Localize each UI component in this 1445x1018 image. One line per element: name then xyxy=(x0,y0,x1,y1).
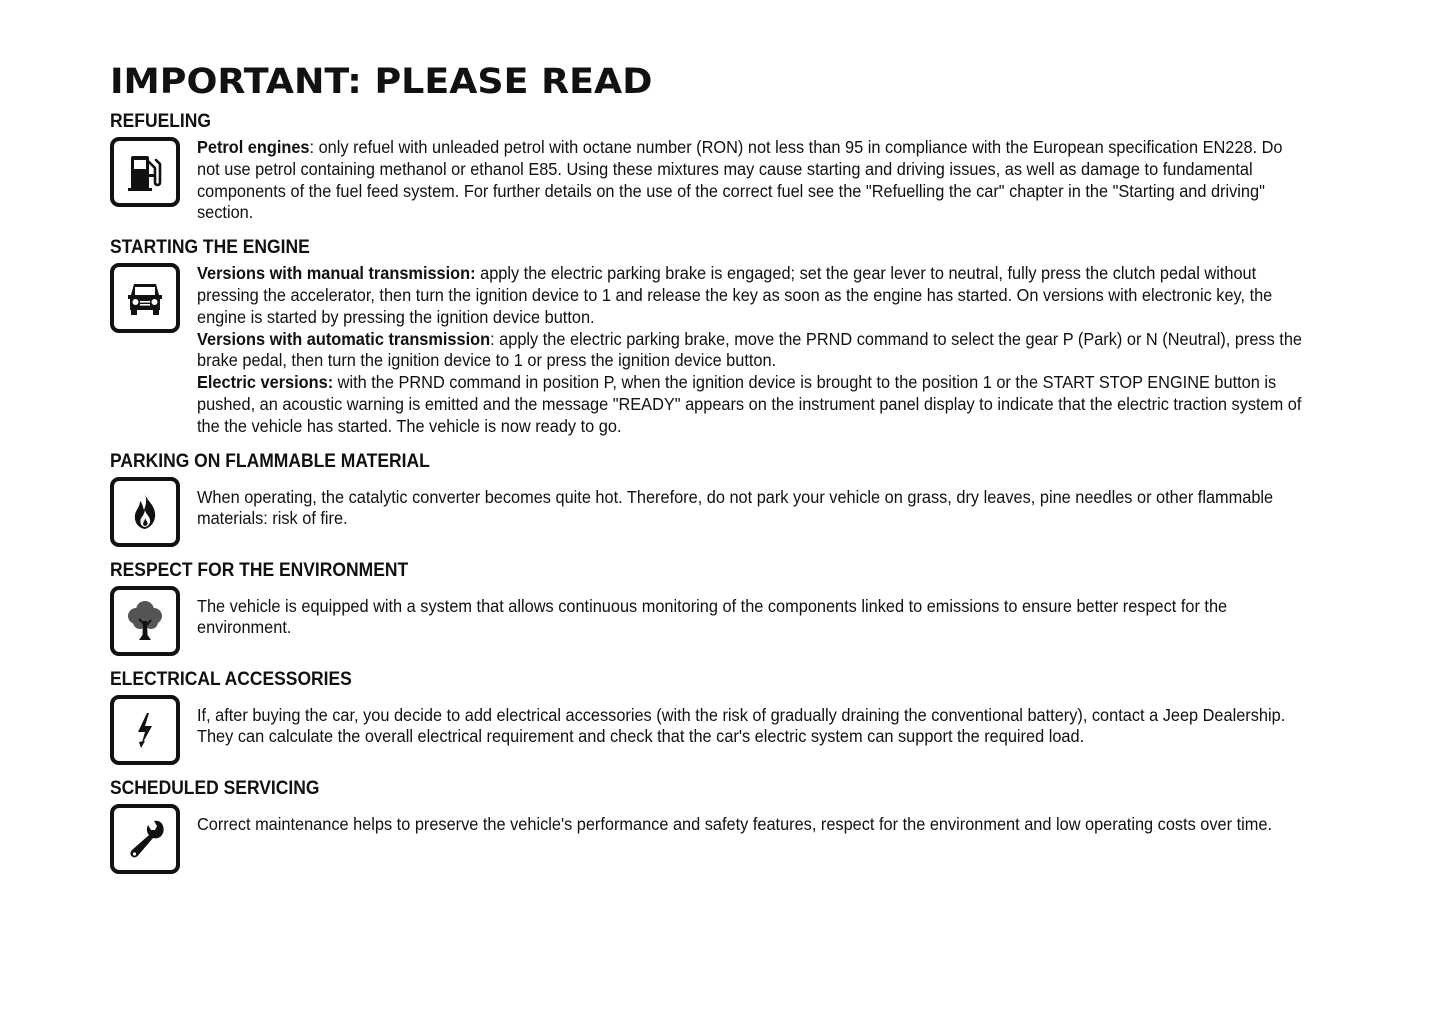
paragraph-text: If, after buying the car, you decide to add electrical accessories (with the risk of gradually draining the conventional battery), contact a Jeep Dealership. They can calculate the overall electrical requirement and check that the car's electric system can support the required load. xyxy=(197,704,1286,747)
paragraph xyxy=(197,263,1307,328)
section-text xyxy=(197,477,1307,531)
section-text xyxy=(197,586,1307,640)
section-text xyxy=(197,137,1307,224)
paragraph xyxy=(197,137,1307,224)
paragraph-text: The vehicle is equipped with a system that allows continuous monitoring of the components linked to emissions to ensure better respect for the environment. xyxy=(197,595,1228,638)
paragraph-text: apply the electric parking brake is engaged; set the gear lever to neutral, fully press the clutch pedal without pressing the accelerator, then turn the ignition device to 1 and release the key as soon as the engine has started. On versions with electronic key, the engine is started by pressing the ignition device button. xyxy=(197,263,1273,327)
paragraph xyxy=(197,596,1307,640)
manual-page xyxy=(110,60,1365,886)
section-heading: STARTING THE ENGINE xyxy=(110,237,310,259)
section-body xyxy=(110,137,1365,224)
lightning-bolt-icon xyxy=(110,695,180,765)
paragraph-lead: Versions with automatic transmission xyxy=(197,328,491,349)
fuel-pump-icon xyxy=(110,137,180,207)
section-scheduled-servicing xyxy=(110,777,1365,874)
section-body xyxy=(110,263,1365,437)
section-refueling xyxy=(110,110,1365,224)
section-text xyxy=(197,695,1307,749)
fire-icon xyxy=(110,477,180,547)
section-heading: RESPECT FOR THE ENVIRONMENT xyxy=(110,559,409,581)
paragraph xyxy=(197,487,1307,531)
section-body xyxy=(110,695,1365,765)
paragraph xyxy=(197,329,1307,373)
paragraph-text: Correct maintenance helps to preserve the vehicle's performance and safety features, respect for the environment and low operating costs over time. xyxy=(197,813,1272,834)
tree-icon xyxy=(110,586,180,656)
page-title: IMPORTANT: PLEASE READ xyxy=(110,62,653,102)
paragraph-text: : apply the electric parking brake, move the PRND command to select the gear P (Park) or N (Neutral), press the brake pedal, then turn the ignition device to 1 or press the ignition device button. xyxy=(197,328,1303,371)
paragraph-text: with the PRND command in position P, when the ignition device is brought to the position 1 or the START STOP ENGINE button is pushed, an acoustic warning is emitted and the message "READY" appears on the instrument panel display to indicate that the electric traction system of the the vehicle has started. The vehicle is now ready to go. xyxy=(197,372,1302,436)
paragraph xyxy=(197,814,1307,836)
paragraph-lead: Petrol engines xyxy=(197,137,310,157)
paragraph xyxy=(197,372,1307,437)
paragraph-lead: Versions with manual transmission: xyxy=(197,263,476,284)
section-starting-engine xyxy=(110,236,1365,437)
wrench-icon xyxy=(110,804,180,874)
section-body xyxy=(110,586,1365,656)
section-text xyxy=(197,263,1307,437)
paragraph-text: : only refuel with unleaded petrol with octane number (RON) not less than 95 in compliance with the European specification EN228. Do not use petrol containing methanol or ethanol E85. Using these mixtures may cause starting and driving issues, as well as damage to fundamental components of the fuel feed system. For further details on the use of the correct fuel see the "Refuelling the car" chapter in the "Starting and driving" section. xyxy=(197,137,1283,223)
section-parking-flammable xyxy=(110,450,1365,547)
paragraph-lead: Electric versions: xyxy=(197,372,334,393)
paragraph-text: When operating, the catalytic converter becomes quite hot. Therefore, do not park your vehicle on grass, dry leaves, pine needles or other flammable materials: risk of fire. xyxy=(197,486,1274,529)
section-electrical-accessories xyxy=(110,668,1365,765)
section-heading: REFUELING xyxy=(110,111,211,132)
section-heading: ELECTRICAL ACCESSORIES xyxy=(110,668,352,690)
section-body xyxy=(110,804,1365,874)
paragraph xyxy=(197,705,1307,749)
car-front-icon xyxy=(110,263,180,333)
section-heading: SCHEDULED SERVICING xyxy=(110,777,320,799)
section-environment xyxy=(110,559,1365,656)
section-body xyxy=(110,477,1365,547)
section-heading: PARKING ON FLAMMABLE MATERIAL xyxy=(110,450,430,472)
section-text xyxy=(197,804,1307,836)
